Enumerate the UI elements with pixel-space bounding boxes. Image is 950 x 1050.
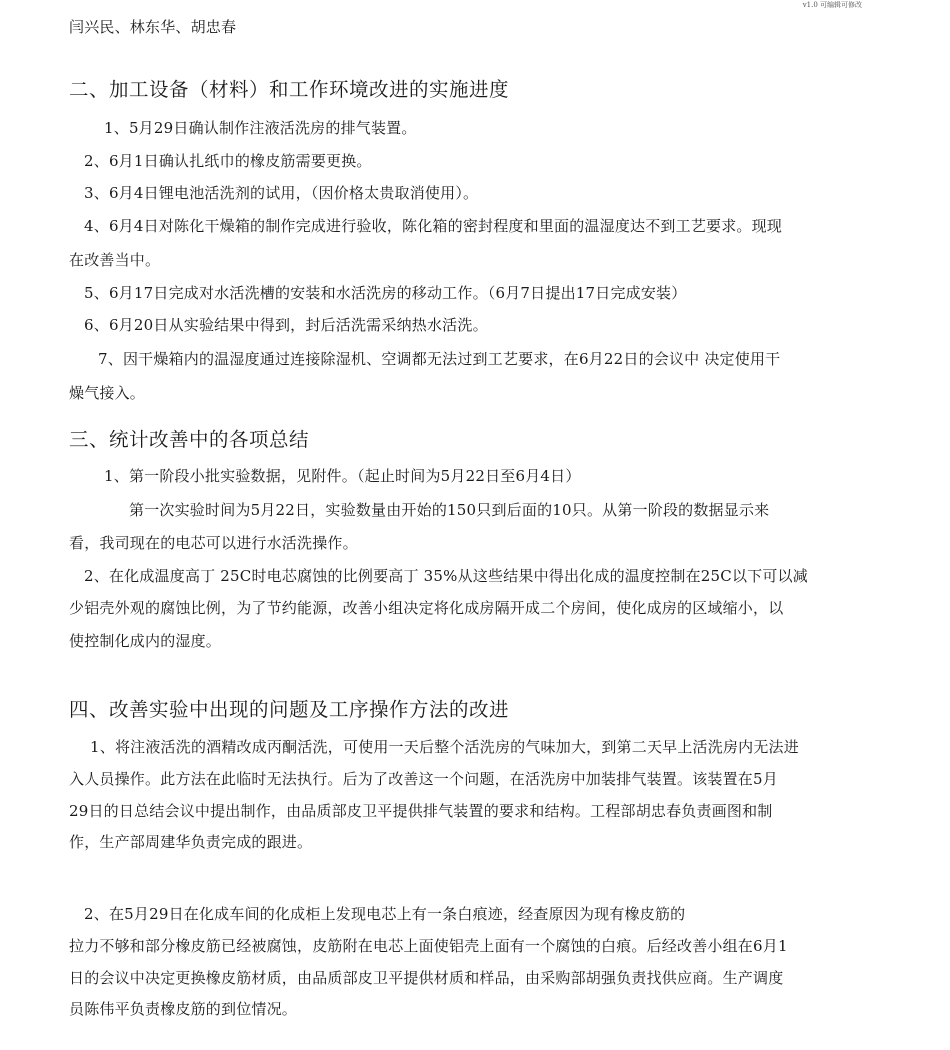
section-2-line-4-cont: 在改善当中。 — [69, 251, 161, 269]
section-4-line-2-cont-b: 日的会议中决定更换橡皮筋材质，由品质部皮卫平提供材质和样品，由采购部胡强负责找供应商。生产调度 — [69, 969, 784, 987]
section-4-line-1: 1、将注液活洗的酒精改成丙酮活洗，可使用一天后整个活洗房的气味加大，到第二天早上活洗房内无法进 — [90, 738, 799, 756]
section-4-line-2: 2、在5月29日在化成车间的化成柜上发现电芯上有一条白痕迹，经查原因为现有橡皮筋的 — [84, 905, 686, 923]
section-2-title: 二、加工设备（材料）和工作环境改进的实施进度 — [69, 78, 510, 101]
section-3-line-3: 2、在化成温度高丁 25C时电芯腐蚀的比例要高丁 35%从这些结果中得出化成的温度控制在25C以下可以减 — [84, 567, 808, 585]
section-2-line-3: 3、6月4日锂电池活洗剂的试用，（因价格太贵取消使用）。 — [84, 184, 479, 202]
section-2-line-4: 4、6月4日对陈化干燥箱的制作完成进行验收，陈化箱的密封程度和里面的温湿度达不到工艺要求。现现 — [84, 217, 783, 235]
section-2-line-6: 6、6月20日从实验结果中得到，封后活洗需采纳热水活洗。 — [84, 316, 488, 334]
section-4-line-1-cont-a: 入人员操作。此方法在此临时无法执行。后为了改善这一个问题，在活洗房中加装排气装置。该装置在5月 — [69, 770, 778, 788]
section-3-line-2: 第一次实验时间为5月22日，实验数量由开始的150只到后面的10只。从第一阶段的数据显示来 — [129, 501, 770, 519]
section-3-line-2-cont: 看，我司现在的电芯可以进行水活洗操作。 — [69, 534, 358, 552]
section-4-line-1-cont-c: 作，生产部周建华负责完成的跟进。 — [69, 833, 313, 851]
section-4-line-2-cont-a: 拉力不够和部分橡皮筋已经被腐蚀，皮筋附在电芯上面使铝壳上面有一个腐蚀的白痕。后经改善小组在6月1 — [69, 937, 788, 955]
section-2-line-5: 5、6月17日完成对水活洗槽的安装和水活洗房的移动工作。（6月7日提出17日完成安装） — [84, 284, 687, 302]
version-watermark: v1.0 可编辑可修改 — [802, 1, 862, 9]
section-2-line-2: 2、6月1日确认扎纸巾的橡皮筋需要更换。 — [84, 152, 372, 170]
section-2-line-7-cont: 燥气接入。 — [69, 384, 146, 402]
section-4-title: 四、改善实验中出现的问题及工序操作方法的改进 — [69, 698, 510, 721]
authors-line: 闫兴民、林东华、胡忠春 — [69, 18, 237, 36]
section-4-line-1-cont-b: 29日的日总结会议中提出制作，由品质部皮卫平提供排气装置的要求和结构。工程部胡忠春负责画图和制 — [69, 802, 773, 820]
section-4-line-2-cont-c: 员陈伟平负责橡皮筋的到位情况。 — [69, 1000, 298, 1018]
section-3-line-3-cont-b: 使控制化成内的湿度。 — [69, 632, 222, 650]
section-2-line-1: 1、5月29日确认制作注液活洗房的排气装置。 — [104, 119, 417, 137]
section-3-title: 三、统计改善中的各项总结 — [69, 428, 310, 451]
section-3-line-1: 1、第一阶段小批实验数据，见附件。（起止时间为5月22日至6月4日） — [104, 467, 581, 485]
section-3-line-3-cont-a: 少铝壳外观的腐蚀比例，为了节约能源，改善小组决定将化成房隔开成二个房间，使化成房的区域缩小，以 — [69, 599, 784, 617]
section-2-line-7: 7、因干燥箱内的温湿度通过连接除湿机、空调都无法过到工艺要求，在6月22日的会议中 决定使用干 — [98, 350, 781, 368]
